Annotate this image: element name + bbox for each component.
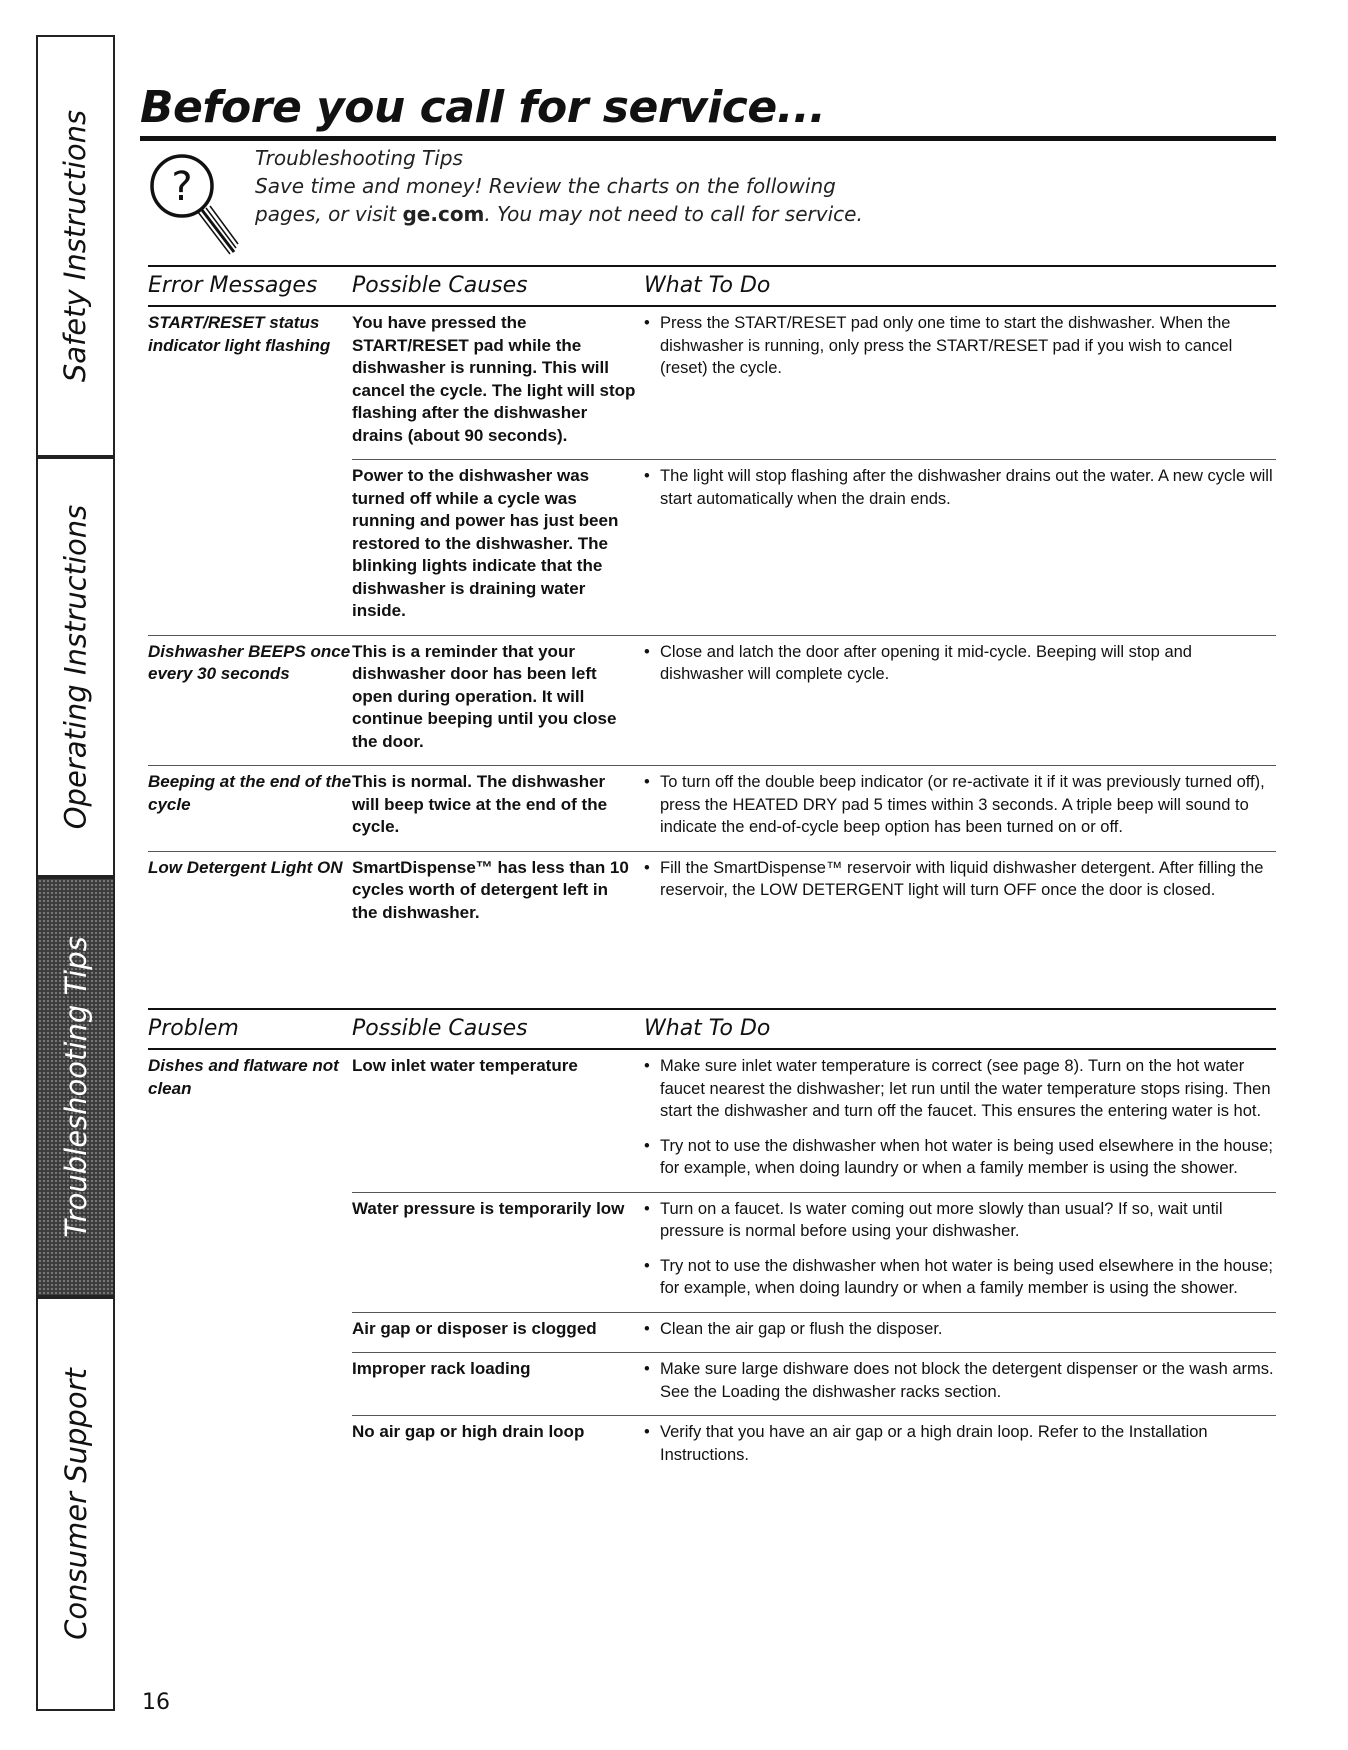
page-title: Before you call for service... [140, 82, 826, 133]
question-magnifier-icon [146, 150, 246, 258]
todo-item: Make sure inlet water temperature is correct (see page 8). Turn on the hot water faucet nearest the dishwasher; let run until the water temperature stops rising. Then start the dishwasher and turn off the faucet. This ensures the entering water is hot. [660, 1057, 1271, 1120]
column-header: Possible Causes [352, 266, 644, 306]
table-row [148, 635, 1276, 766]
todo-item: Try not to use the dishwasher when hot water is being used elsewhere in the house; for example, when doing laundry or when a family member is using the shower. [660, 1256, 1273, 1297]
todo-item: Fill the SmartDispense™ reservoir with liquid dishwasher detergent. After filling the reservoir, the LOW DETERGENT light will turn OFF once the door is closed. [660, 858, 1264, 899]
table-row [148, 306, 1276, 460]
todo-item: Turn on a faucet. Is water coming out more slowly than usual? If so, wait until pressure is normal before using your dishwasher. [660, 1199, 1223, 1240]
table-row [148, 1416, 1276, 1479]
todo-cell: • Press the START/RESET pad only one time to start the dishwasher. When the dishwasher is running, only press the START/RESET pad if you wish to cancel (reset) the cycle. [644, 306, 1276, 460]
tips-heading: Troubleshooting Tips [255, 146, 463, 170]
ge-link[interactable]: ge.com [402, 202, 485, 226]
todo-cell: • Turn on a faucet. Is water coming out more slowly than usual? If so, wait until pressure is normal before using your dishwasher. • Try not to use the dishwasher when hot water is being used elsewhere in the house; for example, when doing laundry or when a family member is using the shower. [644, 1192, 1276, 1312]
table-row [148, 1312, 1276, 1353]
cause-cell: Power to the dishwasher was turned off while a cycle was running and power has just been restored to the dishwasher. The blinking lights indicate that the dishwasher is draining water inside. [352, 460, 644, 636]
problem-cell [148, 1192, 352, 1312]
sidebar-tab-operating[interactable] [36, 457, 115, 877]
error-message-cell: Beeping at the end of the cycle [148, 766, 352, 852]
table-row [148, 1353, 1276, 1416]
todo-cell: • Make sure large dishware does not block the detergent dispenser or the wash arms. See the Loading the dishwasher racks section. [644, 1353, 1276, 1416]
problem-cell [148, 1312, 352, 1353]
todo-item: Make sure large dishware does not block the detergent dispenser or the wash arms. See the Loading the dishwasher racks section. [660, 1360, 1274, 1401]
error-message-cell: Dishwasher BEEPS once every 30 seconds [148, 635, 352, 766]
sidebar-tab-troubleshooting[interactable] [36, 877, 115, 1297]
table-row [148, 1049, 1276, 1192]
table-row [148, 766, 1276, 852]
todo-cell: • Fill the SmartDispense™ reservoir with liquid dishwasher detergent. After filling the reservoir, the LOW DETERGENT light will turn OFF once the door is closed. [644, 851, 1276, 936]
cause-cell: No air gap or high drain loop [352, 1422, 585, 1441]
todo-item: Verify that you have an air gap or a high drain loop. Refer to the Installation Instructions. [660, 1423, 1208, 1464]
todo-item: Clean the air gap or flush the disposer. [660, 1319, 943, 1338]
todo-item: Press the START/RESET pad only one time to start the dishwasher. When the dishwasher is running, only press the START/RESET pad if you wish to cancel (reset) the cycle. [660, 314, 1233, 377]
cause-cell: Air gap or disposer is clogged [352, 1312, 644, 1353]
error-message-cell [148, 460, 352, 636]
sidebar-tab-safety[interactable] [36, 35, 115, 457]
cause-cell: This is a reminder that your dishwasher door has been left open during operation. It will continue beeping until you close the door. [352, 635, 644, 766]
cause-cell: You have pressed the START/RESET pad while the dishwasher is running. This will cancel the cycle. The light will stop flashing after the dishwasher drains (about 90 seconds). [352, 306, 644, 460]
column-header: Possible Causes [352, 1009, 644, 1049]
table-row [148, 460, 1276, 636]
tips-line-1: Save time and money! Review the charts on the following [255, 174, 836, 198]
todo-cell: • To turn off the double beep indicator (or re-activate it if it was previously turned off), press the HEATED DRY pad 5 times within 3 seconds. A triple beep will sound to indicate the end-of-cycle beep option has been turned on or off. [644, 766, 1276, 852]
error-message-cell: Low Detergent Light ON [148, 857, 343, 877]
problem-cell [148, 1416, 352, 1479]
column-header: What To Do [644, 266, 1276, 306]
problem-cell: Dishes and flatware not clean [148, 1056, 339, 1098]
cause-cell: Water pressure is temporarily low [352, 1192, 644, 1312]
problem-table [148, 1008, 1276, 1478]
cause-cell: SmartDispense™ has less than 10 cycles worth of detergent left in the dishwasher. [352, 857, 629, 922]
todo-item: Try not to use the dishwasher when hot water is being used elsewhere in the house; for example, when doing laundry or when a family member is using the shower. [660, 1136, 1273, 1177]
cause-cell: This is normal. The dishwasher will beep twice at the end of the cycle. [352, 766, 644, 852]
sidebar-tab-consumer-support[interactable] [36, 1297, 115, 1711]
sidebar-tab-label: Safety Instructions [58, 109, 93, 383]
todo-cell: • The light will stop flashing after the dishwasher drains out the water. A new cycle will start automatically when the drain ends. [644, 460, 1276, 636]
column-header: What To Do [644, 1009, 1276, 1049]
todo-item: To turn off the double beep indicator (or re-activate it if it was previously turned off), press the HEATED DRY pad 5 times within 3 seconds. A triple beep will sound to indicate the end-of-cycle beep option has been turned on or off. [660, 773, 1265, 836]
problem-cell [148, 1353, 352, 1416]
sidebar-tab-label: Troubleshooting Tips [58, 936, 93, 1238]
column-header: Problem [148, 1009, 352, 1049]
todo-cell: • Clean the air gap or flush the disposer. [644, 1312, 1276, 1353]
sidebar-tab-label: Operating Instructions [58, 504, 93, 830]
table-row [148, 1192, 1276, 1312]
troubleshooting-tips-intro [255, 144, 863, 228]
todo-cell: • Verify that you have an air gap or a high drain loop. Refer to the Installation Instructions. [644, 1416, 1276, 1479]
cause-cell: Low inlet water temperature [352, 1049, 644, 1192]
sidebar-tab-label: Consumer Support [58, 1368, 93, 1640]
error-messages-table [148, 265, 1276, 936]
title-divider [140, 136, 1276, 141]
todo-cell: • Make sure inlet water temperature is correct (see page 8). Turn on the hot water faucet nearest the dishwasher; let run until the water temperature stops rising. Then start the dishwasher and turn off the faucet. This ensures the entering water is hot. • Try not to use the dishwasher when hot water is being used elsewhere in the house; for example, when doing laundry or when a family member is using the shower. [644, 1049, 1276, 1192]
todo-cell: • Close and latch the door after opening it mid-cycle. Beeping will stop and dishwasher will complete cycle. [644, 635, 1276, 766]
page-number: 16 [142, 1690, 170, 1715]
table-row [148, 851, 1276, 936]
cause-cell: Improper rack loading [352, 1353, 644, 1416]
todo-item: Close and latch the door after opening it mid-cycle. Beeping will stop and dishwasher will complete cycle. [660, 642, 1192, 683]
svg-text:?: ? [171, 164, 193, 210]
tips-line-2: pages, or visit ge.com. You may not need to call for service. [255, 202, 863, 226]
error-message-cell: START/RESET status indicator light flashing [148, 313, 331, 355]
column-header: Error Messages [148, 266, 352, 306]
todo-item: The light will stop flashing after the dishwasher drains out the water. A new cycle will start automatically when the drain ends. [660, 467, 1273, 508]
